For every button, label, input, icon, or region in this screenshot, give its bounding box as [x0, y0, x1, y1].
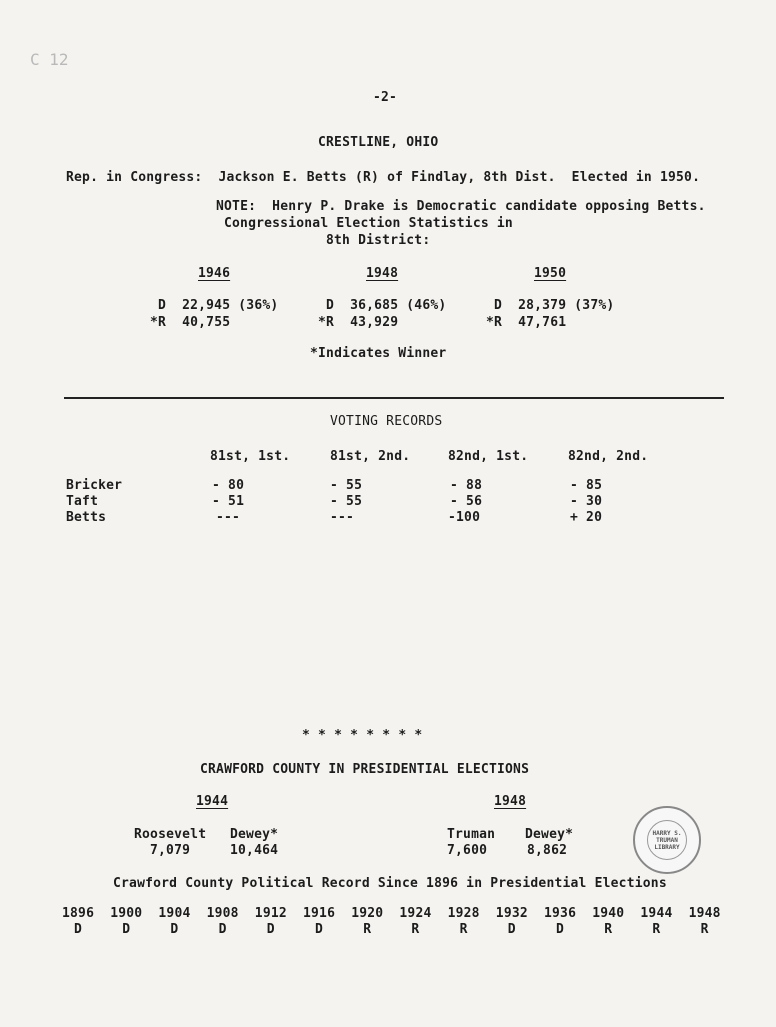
note-line-1: NOTE: Henry P. Drake is Democratic candidate opposing Betts.: [216, 199, 706, 214]
section-divider: [64, 397, 724, 399]
section-stars: * * * * * * * *: [302, 728, 423, 743]
record-party: R: [700, 922, 709, 937]
winner-note: *Indicates Winner: [310, 346, 447, 361]
record-party: D: [556, 922, 565, 937]
record-year: 1948: [688, 906, 721, 921]
record-year: 1928: [447, 906, 480, 921]
library-stamp: [633, 806, 701, 874]
page-number: -2-: [373, 90, 398, 105]
record-year: 1908: [206, 906, 239, 921]
voting-header-82-2: 82nd, 2nd.: [568, 449, 649, 464]
pres-1948-votes1: 7,600: [447, 843, 488, 858]
voting-cell: - 80: [212, 478, 245, 493]
voting-row-name: Bricker: [66, 478, 123, 493]
record-year: 1916: [303, 906, 336, 921]
voting-cell: - 30: [570, 494, 603, 509]
record-party: R: [459, 922, 468, 937]
voting-cell: ---: [330, 510, 355, 525]
voting-cell: - 88: [450, 478, 483, 493]
note-line-3: 8th District:: [326, 233, 431, 248]
record-year: 1936: [544, 906, 577, 921]
corner-annotation: C 12: [30, 50, 69, 69]
election-1950-rep: *R 47,761: [486, 315, 567, 330]
voting-records-title: VOTING RECORDS: [330, 414, 443, 429]
election-year-1948: 1948: [366, 266, 399, 281]
record-year: 1912: [254, 906, 287, 921]
record-party: D: [122, 922, 131, 937]
election-1950-dem: D 28,379 (37%): [494, 298, 615, 313]
pres-1948-cand2: Dewey*: [525, 827, 574, 842]
voting-cell: - 85: [570, 478, 603, 493]
election-1946-dem: D 22,945 (36%): [158, 298, 279, 313]
election-year-1950: 1950: [534, 266, 567, 281]
record-year: 1904: [158, 906, 191, 921]
voting-cell: + 20: [570, 510, 603, 525]
pres-year-1944: 1944: [196, 794, 229, 809]
pres-year-1948: 1948: [494, 794, 527, 809]
record-party: R: [363, 922, 372, 937]
record-party: R: [411, 922, 420, 937]
voting-cell: ---: [216, 510, 241, 525]
voting-row-name: Taft: [66, 494, 99, 509]
record-title: Crawford County Political Record Since 1896 in Presidential Elections: [113, 876, 667, 891]
crawford-title: CRAWFORD COUNTY IN PRESIDENTIAL ELECTIONS: [200, 762, 530, 777]
record-party: D: [170, 922, 179, 937]
voting-header-82-1: 82nd, 1st.: [448, 449, 529, 464]
record-year: 1896: [62, 906, 95, 921]
record-year: 1920: [351, 906, 384, 921]
pres-1944-cand2: Dewey*: [230, 827, 279, 842]
record-party: D: [74, 922, 83, 937]
page-title: CRESTLINE, OHIO: [318, 135, 439, 150]
pres-1944-votes1: 7,079: [150, 843, 191, 858]
record-party: D: [315, 922, 324, 937]
record-party: R: [604, 922, 613, 937]
voting-cell: - 55: [330, 494, 363, 509]
pres-1944-cand1: Roosevelt: [134, 827, 207, 842]
voting-cell: - 55: [330, 478, 363, 493]
pres-1948-cand1: Truman: [447, 827, 496, 842]
stamp-text: HARRY S. TRUMAN LIBRARY: [647, 820, 687, 860]
pres-1944-votes2: 10,464: [230, 843, 279, 858]
record-year: 1924: [399, 906, 432, 921]
voting-header-81-1: 81st, 1st.: [210, 449, 291, 464]
record-year: 1940: [592, 906, 625, 921]
pres-1948-votes2: 8,862: [527, 843, 568, 858]
election-1948-dem: D 36,685 (46%): [326, 298, 447, 313]
record-party: D: [218, 922, 227, 937]
voting-cell: -100: [448, 510, 481, 525]
voting-row-name: Betts: [66, 510, 107, 525]
voting-cell: - 56: [450, 494, 483, 509]
record-year: 1932: [495, 906, 528, 921]
voting-cell: - 51: [212, 494, 245, 509]
election-year-1946: 1946: [198, 266, 231, 281]
election-1948-rep: *R 43,929: [318, 315, 399, 330]
record-year: 1944: [640, 906, 673, 921]
record-year: 1900: [110, 906, 143, 921]
election-1946-rep: *R 40,755: [150, 315, 231, 330]
voting-header-81-2: 81st, 2nd.: [330, 449, 411, 464]
record-party: R: [652, 922, 661, 937]
rep-in-congress-line: Rep. in Congress: Jackson E. Betts (R) of Findlay, 8th Dist. Elected in 1950.: [66, 170, 701, 185]
record-party: D: [507, 922, 516, 937]
note-line-2: Congressional Election Statistics in: [224, 216, 513, 231]
record-party: D: [266, 922, 275, 937]
